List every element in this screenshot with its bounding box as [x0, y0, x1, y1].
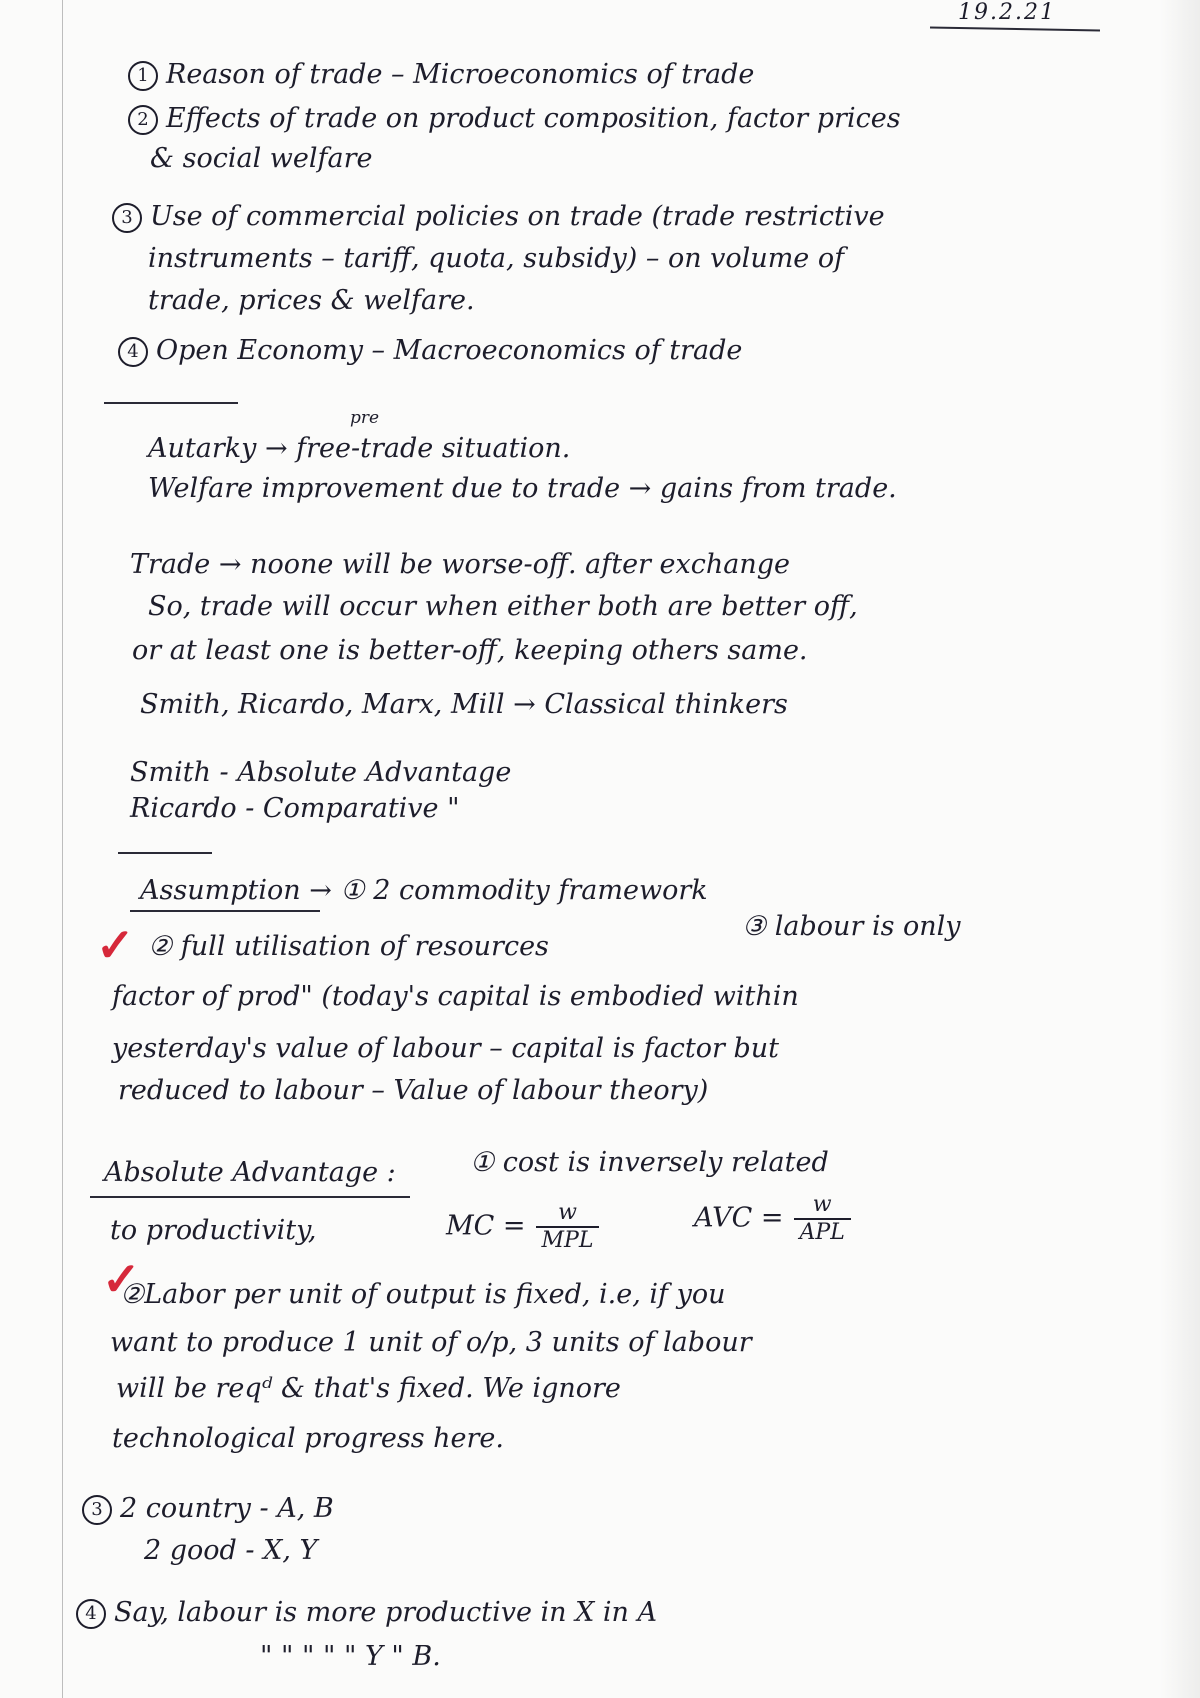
labor-line-3: will be reqᵈ & that's fixed. We ignore — [116, 1373, 621, 1404]
point-number-4: 4 — [76, 1599, 106, 1629]
mc-label: MC = — [446, 1210, 526, 1242]
productivity-line: to productivity, — [110, 1215, 317, 1246]
item-number-2: 2 — [128, 105, 158, 135]
section-divider-1 — [104, 402, 238, 404]
item-1-text: Reason of trade – Microeconomics of trade — [166, 59, 755, 90]
assumption-line-4: yesterday's value of labour – capital is factor but — [112, 1033, 780, 1064]
autarky-line: Autarky → free-trade situation. — [148, 433, 571, 464]
mc-denominator: MPL — [541, 1228, 594, 1253]
avc-formula — [694, 1192, 861, 1246]
ditto-line: " " " " " Y " B. — [260, 1641, 441, 1672]
avc-denominator: APL — [799, 1220, 845, 1245]
labor-line-4: technological progress here. — [112, 1423, 504, 1454]
page-edge-shadow — [1160, 0, 1200, 1698]
assumption-line-2b: ③ labour is only — [742, 911, 961, 942]
red-tick-2: ✓ — [102, 1252, 141, 1306]
mc-fraction — [536, 1200, 600, 1254]
heading-underline — [90, 1196, 410, 1198]
ricardo-line: Ricardo - Comparative " — [130, 793, 460, 824]
autarky-superscript: pre — [350, 408, 380, 428]
item-number-4: 4 — [118, 337, 148, 367]
point-number-3: 3 — [82, 1495, 112, 1525]
item-2-line-1: Effects of trade on product composition, factor prices — [166, 103, 901, 134]
mc-numerator: w — [536, 1200, 600, 1228]
say-line: Say, labour is more productive in X in A — [114, 1597, 658, 1628]
assumption-line-3: factor of prod" (today's capital is embodied within — [112, 981, 799, 1012]
item-4-text: Open Economy – Macroeconomics of trade — [156, 335, 743, 366]
trade-line-3: or at least one is better-off, keeping others same. — [132, 635, 808, 666]
item-3-line-2: instruments – tariff, quota, subsidy) – on volume of — [148, 243, 845, 274]
margin-line — [62, 0, 63, 1698]
avc-fraction — [794, 1192, 851, 1246]
trade-line-2: So, trade will occur when either both are better off, — [148, 591, 858, 622]
absolute-advantage-heading: Absolute Advantage : — [104, 1157, 396, 1188]
item-2-line-2: & social welfare — [150, 143, 373, 174]
assumption-line-1: Assumption → ① 2 commodity framework — [140, 875, 708, 906]
avc-numerator: w — [794, 1192, 851, 1220]
labor-line-1: ②Labor per unit of output is fixed, i.e, if you — [120, 1279, 726, 1310]
trade-line-1: Trade → noone will be worse-off. after exchange — [130, 549, 791, 580]
item-3 — [112, 200, 885, 234]
item-4 — [118, 334, 742, 368]
item-1 — [128, 58, 754, 92]
assumption-underline — [130, 910, 320, 912]
welfare-line: Welfare improvement due to trade → gains from trade. — [148, 473, 897, 504]
avc-label: AVC = — [694, 1202, 784, 1234]
smith-line: Smith - Absolute Advantage — [130, 757, 512, 788]
assumption-line-5: reduced to labour – Value of labour theory) — [118, 1075, 709, 1106]
item-2 — [128, 102, 901, 136]
point-3 — [82, 1492, 334, 1526]
red-tick-1: ✓ — [96, 918, 135, 972]
item-number-3: 3 — [112, 203, 142, 233]
point-4 — [76, 1596, 657, 1630]
item-number-1: 1 — [128, 61, 158, 91]
country-line: 2 country - A, B — [120, 1493, 334, 1524]
date-underline — [930, 27, 1100, 32]
page-date: 19.2.21 — [958, 0, 1056, 25]
labor-line-2: want to produce 1 unit of o/p, 3 units of labour — [110, 1327, 752, 1358]
item-3-line-3: trade, prices & welfare. — [148, 285, 475, 316]
point-1-text: ① cost is inversely related — [470, 1147, 829, 1178]
section-divider-2 — [118, 852, 212, 854]
classical-thinkers-line: Smith, Ricardo, Marx, Mill → Classical thinkers — [140, 689, 788, 720]
item-3-line-1: Use of commercial policies on trade (trade restrictive — [150, 201, 885, 232]
good-line: 2 good - X, Y — [144, 1535, 318, 1566]
assumption-line-2a: ② full utilisation of resources — [148, 931, 549, 962]
mc-formula — [446, 1200, 609, 1254]
